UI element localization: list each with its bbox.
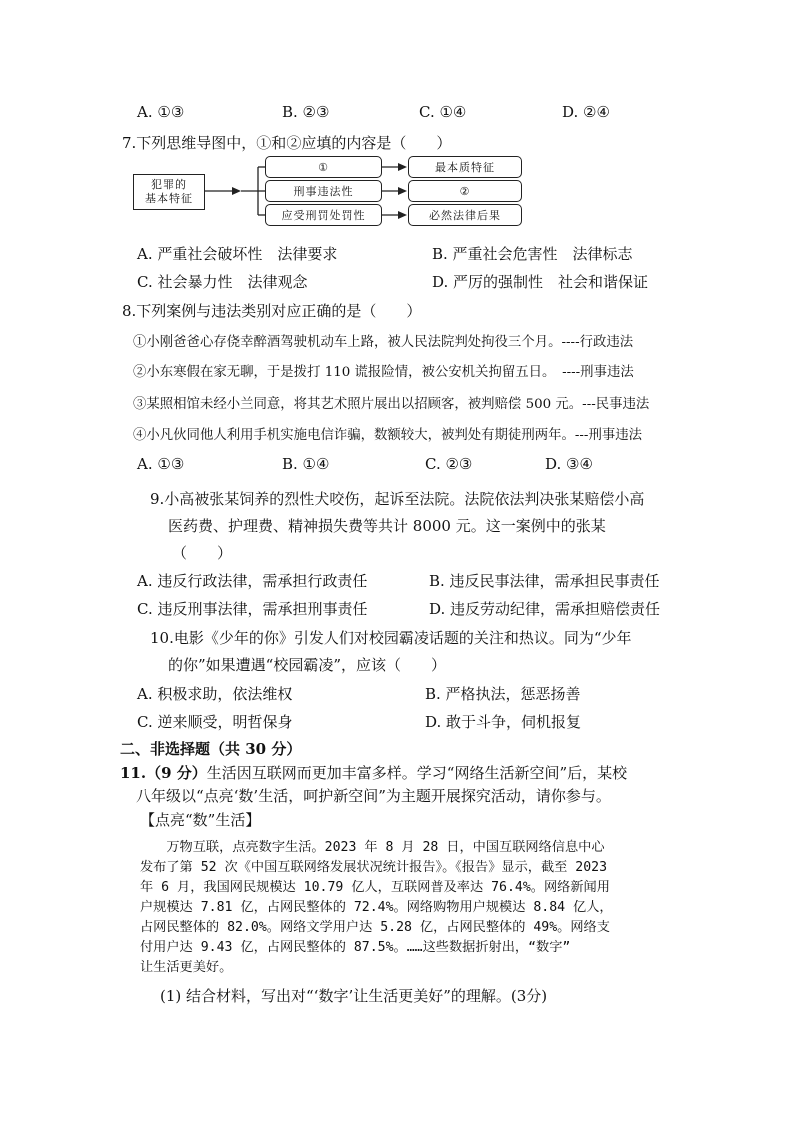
q8-option-a: A. ①③ xyxy=(137,455,185,473)
q10-option-c: C. 逆来顺受，明哲保身 xyxy=(137,713,293,731)
q7-option-c: C. 社会暴力性 法律观念 xyxy=(137,273,308,291)
q9-line2: 医药费、护理费、精神损失费等共计 8000 元。这一案例中的张某 xyxy=(168,517,606,535)
q11-score: （9 分） xyxy=(146,764,207,782)
box-blank-1: ① xyxy=(265,156,382,178)
material-line-4: 户规模达 7.81 亿，占网民整体的 72.4%。网络购物用户规模达 8.84 亿人， xyxy=(140,900,613,915)
q10-option-d: D. 敢于斗争，伺机报复 xyxy=(425,713,582,731)
box-blank-2: ② xyxy=(408,180,522,202)
q9-line1: 9.小高被张某饲养的烈性犬咬伤，起诉至法院。法院依法判决张某赔偿小高 xyxy=(150,490,645,508)
q9-option-a: A. 违反行政法律，需承担行政责任 xyxy=(137,572,368,590)
box-legal-consequence: 必然法律后果 xyxy=(408,204,522,226)
q9-option-d: D. 违反劳动纪律，需承担赔偿责任 xyxy=(429,600,661,618)
q8-option-d: D. ③④ xyxy=(545,455,593,473)
material-line-5: 占网民整体的 82.0%。网络文学用户达 5.28 亿，占网民整体的 49%。网络支 xyxy=(140,920,610,935)
root-line2: 基本特征 xyxy=(145,192,193,205)
q10-line2: 的你”如果遭遇“校园霸凌”，应该（ ） xyxy=(168,656,447,674)
mind-map-root xyxy=(133,174,205,210)
q11-line1 xyxy=(120,762,627,783)
material-line-3: 年 6 月，我国网民规模达 10.79 亿人，互联网普及率达 76.4%。网络新闻用 xyxy=(140,880,610,895)
q11-subtitle: 【点亮“数”生活】 xyxy=(140,811,261,829)
q8-stem: 8.下列案例与违法类别对应正确的是（ ） xyxy=(122,302,422,320)
box-criminal-illegality: 刑事违法性 xyxy=(265,180,382,202)
q8-option-b: B. ①④ xyxy=(282,455,330,473)
root-line1: 犯罪的 xyxy=(151,178,187,191)
q6-option-b: B. ②③ xyxy=(282,103,330,121)
q7-option-a: A. 严重社会破坏性 法律要求 xyxy=(137,245,338,263)
q10-option-a: A. 积极求助，依法维权 xyxy=(137,685,293,703)
q7-stem: 7.下列思维导图中，①和②应填的内容是（ ） xyxy=(122,134,452,152)
q6-option-a: A. ①③ xyxy=(137,103,185,121)
q11-number: 11. xyxy=(120,764,147,782)
q6-option-c: C. ①④ xyxy=(419,103,467,121)
box-essential-feature: 最本质特征 xyxy=(408,156,522,178)
material-line-2: 发布了第 52 次《中国互联网络发展状况统计报告》。《报告》显示，截至 2023 xyxy=(140,860,608,875)
q11-subquestion-1: (1) 结合材料，写出对“‘数字’让生活更美好”的理解。(3分) xyxy=(160,987,548,1005)
mind-map-diagram xyxy=(133,153,523,227)
q8-option-c: C. ②③ xyxy=(425,455,473,473)
q11-intro2: 八年级以“点亮‘数’生活，呵护新空间”为主题开展探究活动，请你参与。 xyxy=(136,787,611,805)
section2-title: 二、非选择题（共 30 分） xyxy=(120,740,302,758)
box-punishable: 应受刑罚处罚性 xyxy=(265,204,382,226)
material-line-6: 付用户达 9.43 亿，占网民整体的 87.5%。……这些数据折射出，“数字” xyxy=(140,940,571,955)
q10-option-b: B. 严格执法，惩恶扬善 xyxy=(425,685,581,703)
q8-case-4: ④小凡伙同他人利用手机实施电信诈骗，数额较大，被判处有期徒刑两年。---刑事违法 xyxy=(133,428,643,443)
material-line-7: 让生活更美好。 xyxy=(140,960,233,975)
q9-option-b: B. 违反民事法律，需承担民事责任 xyxy=(429,572,660,590)
material-line-1: 万物互联，点亮数字生活。2023 年 8 月 28 日，中国互联网络信息中心 xyxy=(140,840,605,855)
q7-option-d: D. 严厉的强制性 社会和谐保证 xyxy=(432,273,649,291)
q8-case-1: ①小刚爸爸心存侥幸醉酒驾驶机动车上路，被人民法院判处拘役三个月。----行政违法 xyxy=(133,335,634,350)
q10-line1: 10.电影《少年的你》引发人们对校园霸凌话题的关注和热议。同为“少年 xyxy=(150,629,632,647)
q8-case-3: ③某照相馆未经小兰同意，将其艺术照片展出以招顾客，被判赔偿 500 元。---民事违法 xyxy=(133,397,650,412)
q9-line3: （ ） xyxy=(172,544,233,562)
q11-intro1: 生活因互联网而更加丰富多样。学习“网络生活新空间”后，某校 xyxy=(206,764,628,782)
q6-option-d: D. ②④ xyxy=(562,103,610,121)
q7-option-b: B. 严重社会危害性 法律标志 xyxy=(432,245,633,263)
q8-case-2: ②小东寒假在家无聊，于是拨打 110 谎报险情，被公安机关拘留五日。 ----刑事违法 xyxy=(133,365,634,380)
q9-option-c: C. 违反刑事法律，需承担刑事责任 xyxy=(137,600,368,618)
